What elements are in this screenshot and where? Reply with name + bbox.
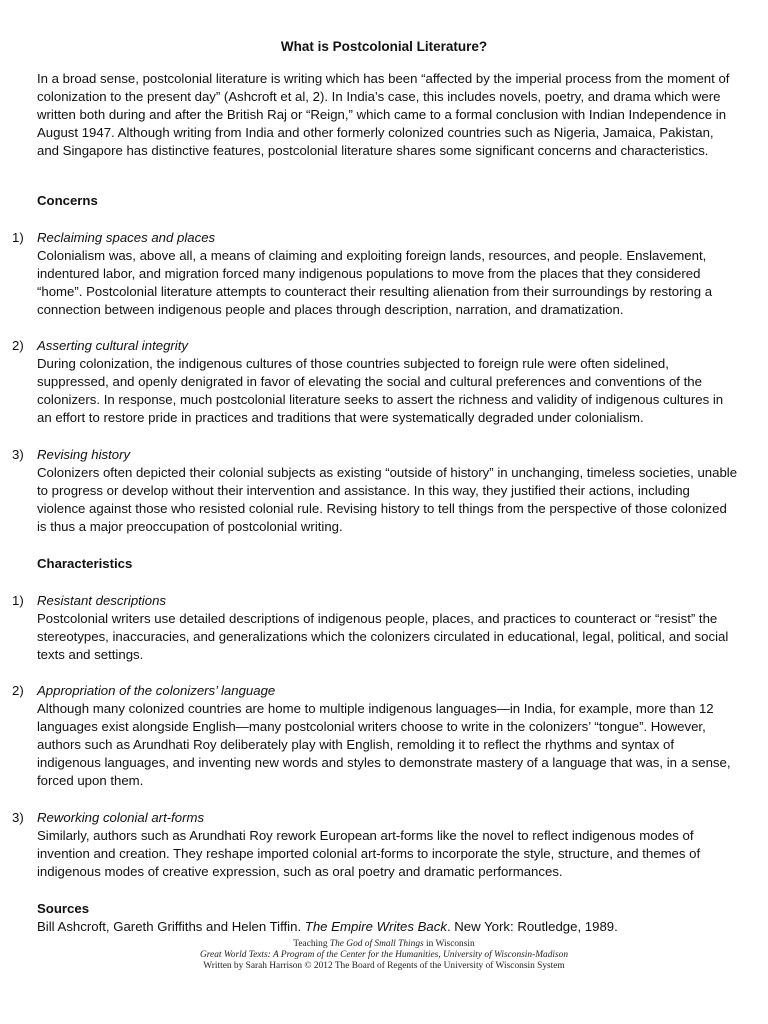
- item-number: 1): [12, 230, 24, 245]
- characteristics-heading: Characteristics: [37, 556, 133, 571]
- characteristic-item-2: [12, 682, 738, 791]
- item-number: 3): [12, 810, 24, 825]
- page-title: What is Postcolonial Literature?: [280, 39, 488, 54]
- item-subtitle: Revising history: [37, 447, 131, 462]
- sources-heading: Sources: [37, 901, 90, 916]
- concerns-heading: Concerns: [37, 193, 98, 208]
- citation-publisher: . New York: Routledge, 1989.: [446, 919, 618, 934]
- item-subtitle: Resistant descriptions: [37, 593, 167, 608]
- item-subtitle: Reworking colonial art-forms: [37, 810, 205, 825]
- citation-title: The Empire Writes Back: [304, 919, 447, 934]
- item-text: Colonialism was, above all, a means of claiming and exploiting foreign lands, resources, and people. Enslavement, indentured labor, and migration forced many indigenous populations to move from the places that they considered “home”. Postcolonial literature attempts to counteract their resulting alienation from their surroundings by restoring a connection between indigenous people and places through description, narration, and dramatization.: [37, 248, 713, 318]
- item-text: Similarly, authors such as Arundhati Roy rework European art-forms like the novel to reflect indigenous modes of invention and creation. They reshape imported colonial art-forms to incorporate the style, structure, and themes of indigenous modes of creative expression, such as oral poetry and dramatic performances.: [37, 828, 701, 880]
- footer-line-1-post: in Wisconsin: [423, 939, 475, 949]
- characteristic-item-1: [12, 592, 738, 664]
- item-text: During colonization, the indigenous cultures of those countries subjected to foreign rule were often sidelined, suppressed, and openly denigrated in favor of elevating the social and cultural preferences and conventions of the colonizers. In response, much postcolonial literature seeks to assert the richness and validity of indigenous cultures in an effort to restore pride in practices and traditions that were systematically degraded under colonialism.: [37, 356, 724, 426]
- intro-paragraph: In a broad sense, postcolonial literature is writing which has been “affected by the imperial process from the moment of colonization to the present day” (Ashcroft et al, 2). In India’s case, this includes novels, poetry, and drama which were written both during and after the British Raj or “Reign,” which came to a formal conclusion with Indian Independence in August 1947. Although writing from India and other formerly colonized countries such as Nigeria, Jamaica, Pakistan, and Singapore has distinctive features, postcolonial literature shares some significant concerns and characteristics.: [37, 71, 730, 159]
- footer-line-1: [0, 939, 768, 950]
- concern-item-2: [12, 337, 738, 427]
- item-subtitle: Asserting cultural integrity: [37, 338, 188, 353]
- item-text: Colonizers often depicted their colonial subjects as existing “outside of history” in unchanging, timeless societies, unable to progress or develop without their intervention and assistance. In this way, they justified their actions, including violence against those who resisted colonial rule. Revising history to tell things from the perspective of those colonized is thus a major preoccupation of postcolonial writing.: [37, 465, 738, 535]
- item-number: 2): [12, 338, 24, 353]
- item-number: 1): [12, 593, 24, 608]
- item-number: 2): [12, 683, 24, 698]
- concern-item-1: [12, 229, 738, 319]
- item-text: Postcolonial writers use detailed descriptions of indigenous people, places, and practices to counteract or “resist” the stereotypes, inaccuracies, and generalizations which the colonizers circulated in educational, legal, political, and social texts and settings.: [37, 611, 729, 663]
- footer-line-1-pre: Teaching: [293, 939, 330, 949]
- item-number: 3): [12, 447, 24, 462]
- sources-section: [37, 900, 737, 936]
- footer-book-title: The God of Small Things: [329, 939, 424, 949]
- footer-program-name: Great World Texts: A Program of the Center for the Humanities, University of Wisconsin-Madison: [199, 950, 569, 960]
- footer-line-2: [0, 950, 768, 961]
- sources-citation: [37, 918, 737, 936]
- characteristic-item-3: [12, 809, 738, 881]
- citation-authors: Bill Ashcroft, Gareth Griffiths and Helen Tiffin.: [37, 919, 305, 934]
- page-footer: [0, 939, 768, 972]
- item-text: Although many colonized countries are home to multiple indigenous languages—in India, for example, more than 12 languages exist alongside English—many postcolonial writers choose to write in the colonizers’ “tongue”. However, authors such as Arundhati Roy deliberately play with English, remolding it to reflect the rhythms and syntax of indigenous languages, and inventing new words and styles to demonstrate mastery of a language that was, in a sense, forced upon them.: [37, 701, 731, 789]
- footer-line-3: Written by Sarah Harrison © 2012 The Board of Regents of the University of Wisconsin System: [203, 961, 565, 971]
- item-subtitle: Reclaiming spaces and places: [37, 230, 216, 245]
- item-subtitle: Appropriation of the colonizers’ language: [37, 683, 276, 698]
- concern-item-3: [12, 446, 738, 536]
